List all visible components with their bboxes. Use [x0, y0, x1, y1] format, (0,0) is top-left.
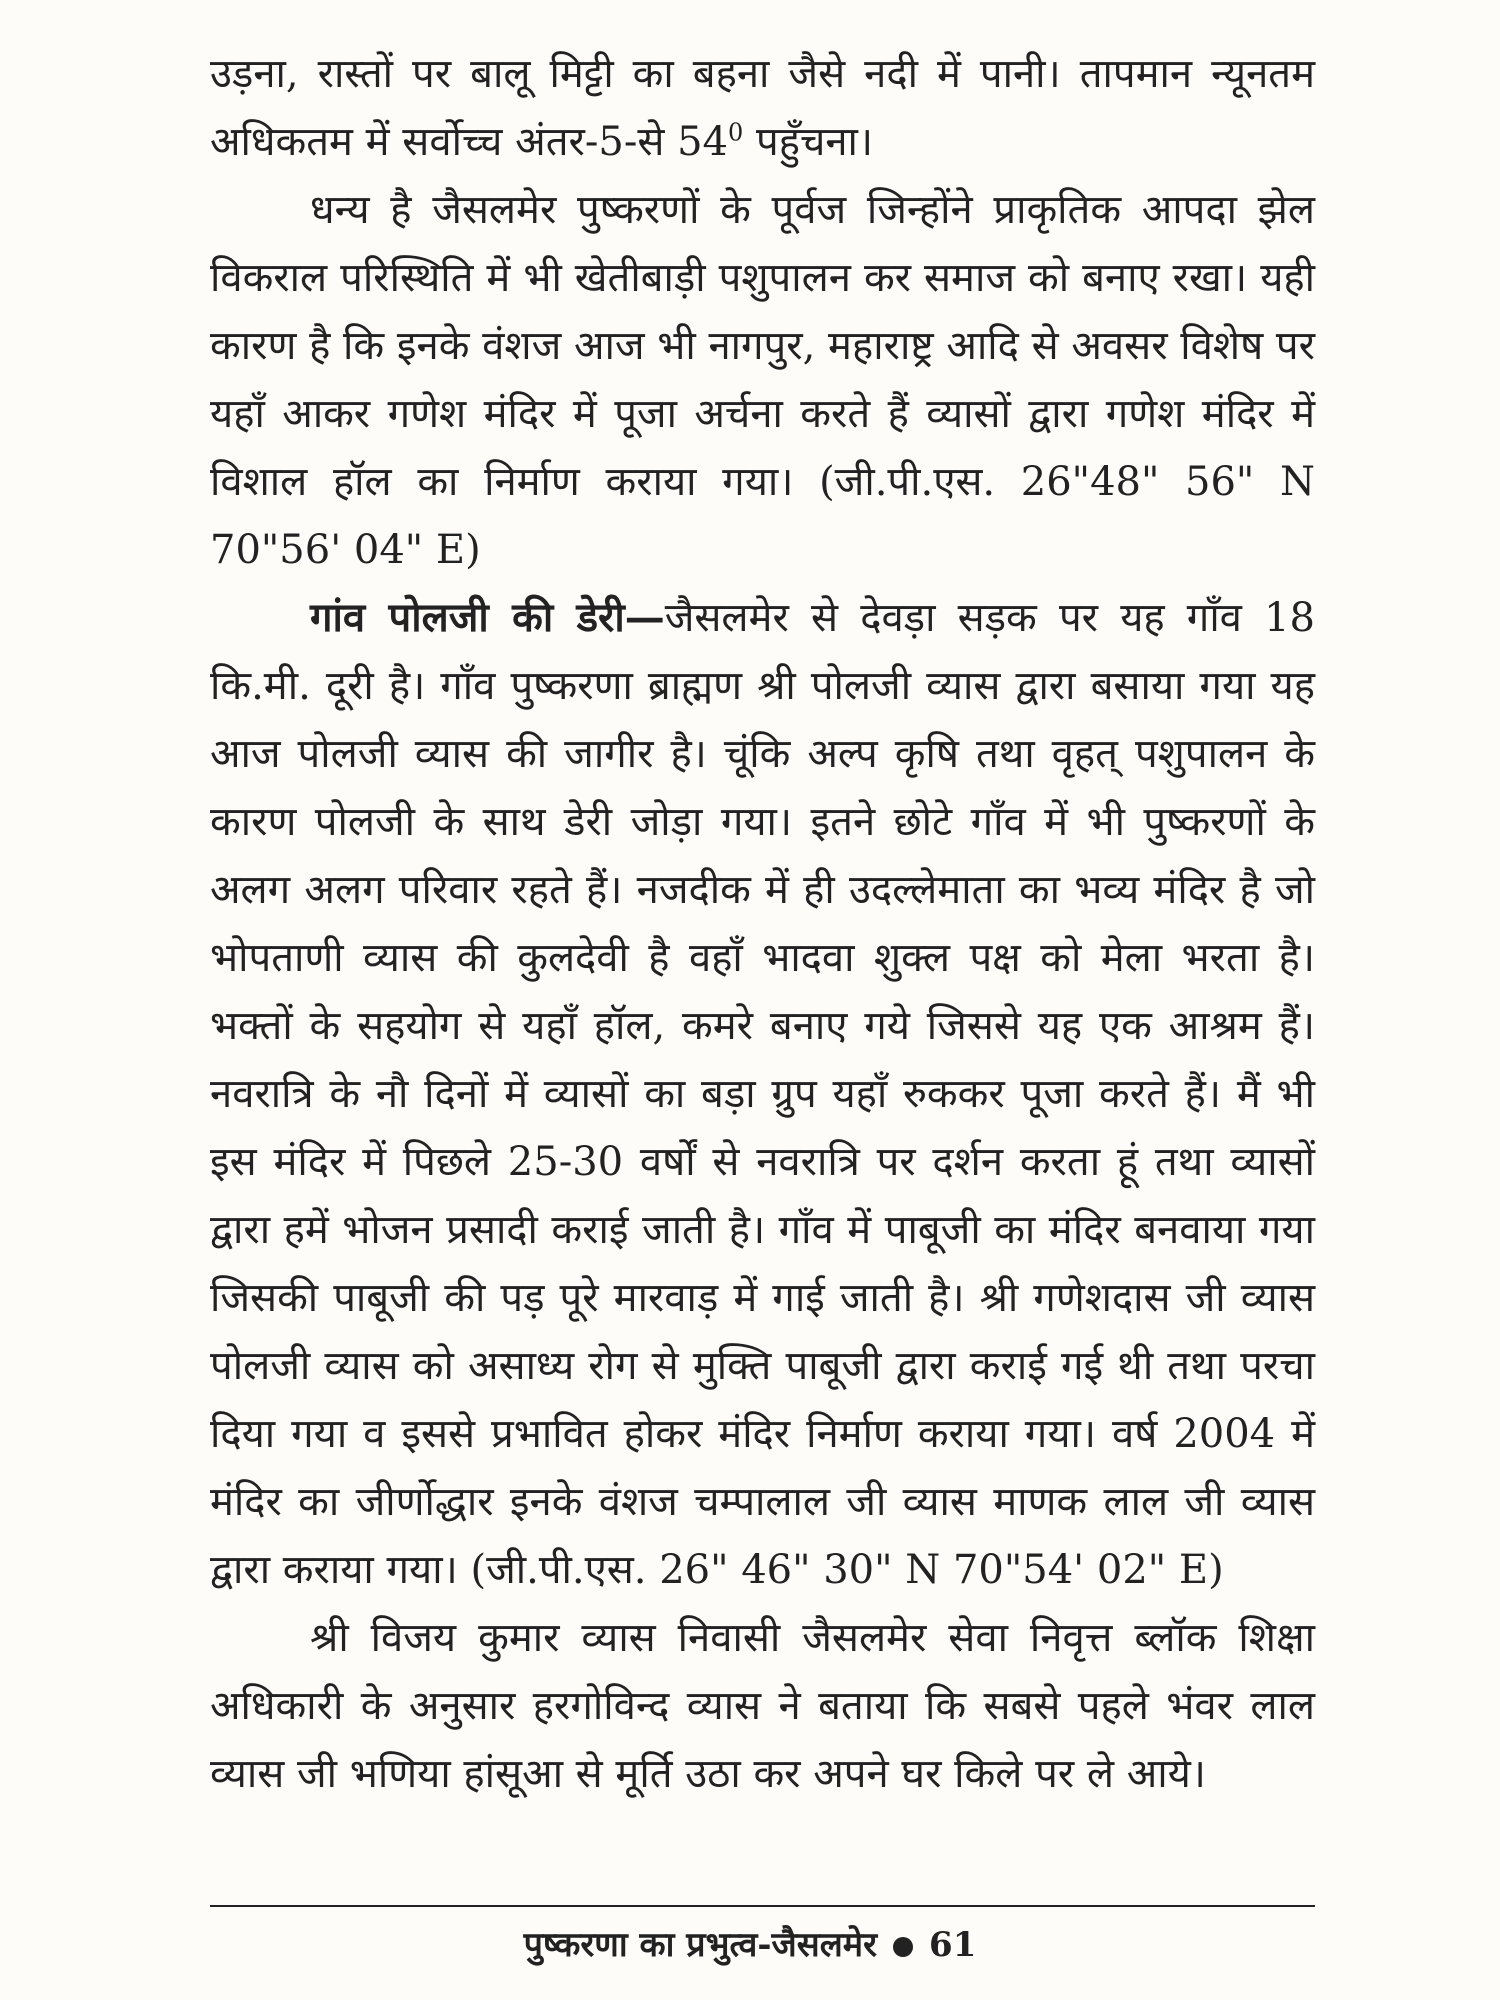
body-text: [210, 40, 1315, 1808]
paragraph-1-text: उड़ना, रास्तों पर बालू मिट्टी का बहना जैसे नदी में पानी। तापमान न्यूनतम अधिकतम में सर्वोच्च अंतर-5-से 54: [210, 51, 1315, 165]
paragraph-1-end: पहुँचना।: [743, 119, 874, 165]
page-footer: [0, 1920, 1500, 1966]
page-number: 61: [929, 1925, 977, 1965]
section-heading: गांव पोलजी की डेरी—: [310, 594, 665, 641]
paragraph-2: धन्य है जैसलमेर पुष्करणों के पूर्वज जिन्होंने प्राकृतिक आपदा झेल विकराल परिस्थिति में भी खेतीबाड़ी पशुपालन कर समाज को बनाए रखा। यही कारण है कि इनके वंशज आज भी नागपुर, महाराष्ट्र आदि से अवसर विशेष पर यहाँ आकर गणेश मंदिर में पूजा अर्चना करते हैं व्यासों द्वारा गणेश मंदिर में विशाल हॉल का निर्माण कराया गया। (जी.पी.एस. 26"48" 56" N 70"56' 04" E): [210, 187, 1315, 573]
paragraph-1: [210, 40, 1315, 176]
footer-divider: [210, 1905, 1315, 1907]
paragraph-4: श्री विजय कुमार व्यास निवासी जैसलमेर सेवा निवृत्त ब्लॉक शिक्षा अधिकारी के अनुसार हरगोविन्द व्यास ने बताया कि सबसे पहले भंवर लाल व्यास जी भणिया हांसूआ से मूर्ति उठा कर अपने घर किले पर ले आये।: [210, 1615, 1315, 1797]
paragraph-3: [210, 584, 1315, 1604]
paragraph-3-text: जैसलमेर से देवड़ा सड़क पर यह गाँव 18 कि.मी. दूरी है। गाँव पुष्करणा ब्राह्मण श्री पोलजी व्यास द्वारा बसाया गया यह आज पोलजी व्यास की जागीर है। चूंकि अल्प कृषि तथा वृहत् पशुपालन के कारण पोलजी के साथ डेरी जोड़ा गया। इतने छोटे गाँव में भी पुष्करणों के अलग अलग परिवार रहते हैं। नजदीक में ही उदल्लेमाता का भव्य मंदिर है जो भोपताणी व्यास की कुलदेवी है वहाँ भादवा शुक्ल पक्ष को मेला भरता है। भक्तों के सहयोग से यहाँ हॉल, कमरे बनाए गये जिससे यह एक आश्रम हैं। नवरात्रि के नौ दिनों में व्यासों का बड़ा ग्रुप यहाँ रुककर पूजा करते हैं। मैं भी इस मंदिर में पिछले 25-30 वर्षों से नवरात्रि पर दर्शन करता हूं तथा व्यासों द्वारा हमें भोजन प्रसादी कराई जाती है। गाँव में पाबूजी का मंदिर बनवाया गया जिसकी पाबूजी की पड़ पूरे मारवाड़ में गाई जाती है। श्री गणेशदास जी व्यास पोलजी व्यास को असाध्य रोग से मुक्ति पाबूजी द्वारा कराई गई थी तथा परचा दिया गया व इससे प्रभावित होकर मंदिर निर्माण कराया गया। वर्ष 2004 में मंदिर का जीर्णोद्धार इनके वंशज चम्पालाल जी व्यास माणक लाल जी व्यास द्वारा कराया गया। (जी.पी.एस. 26" 46" 30" N 70"54' 02" E): [210, 595, 1315, 1593]
bullet-icon: [893, 1937, 913, 1957]
superscript-degree: 0: [728, 118, 744, 147]
footer-title: पुष्करणा का प्रभुत्व-जैसलमेर: [523, 1925, 878, 1965]
